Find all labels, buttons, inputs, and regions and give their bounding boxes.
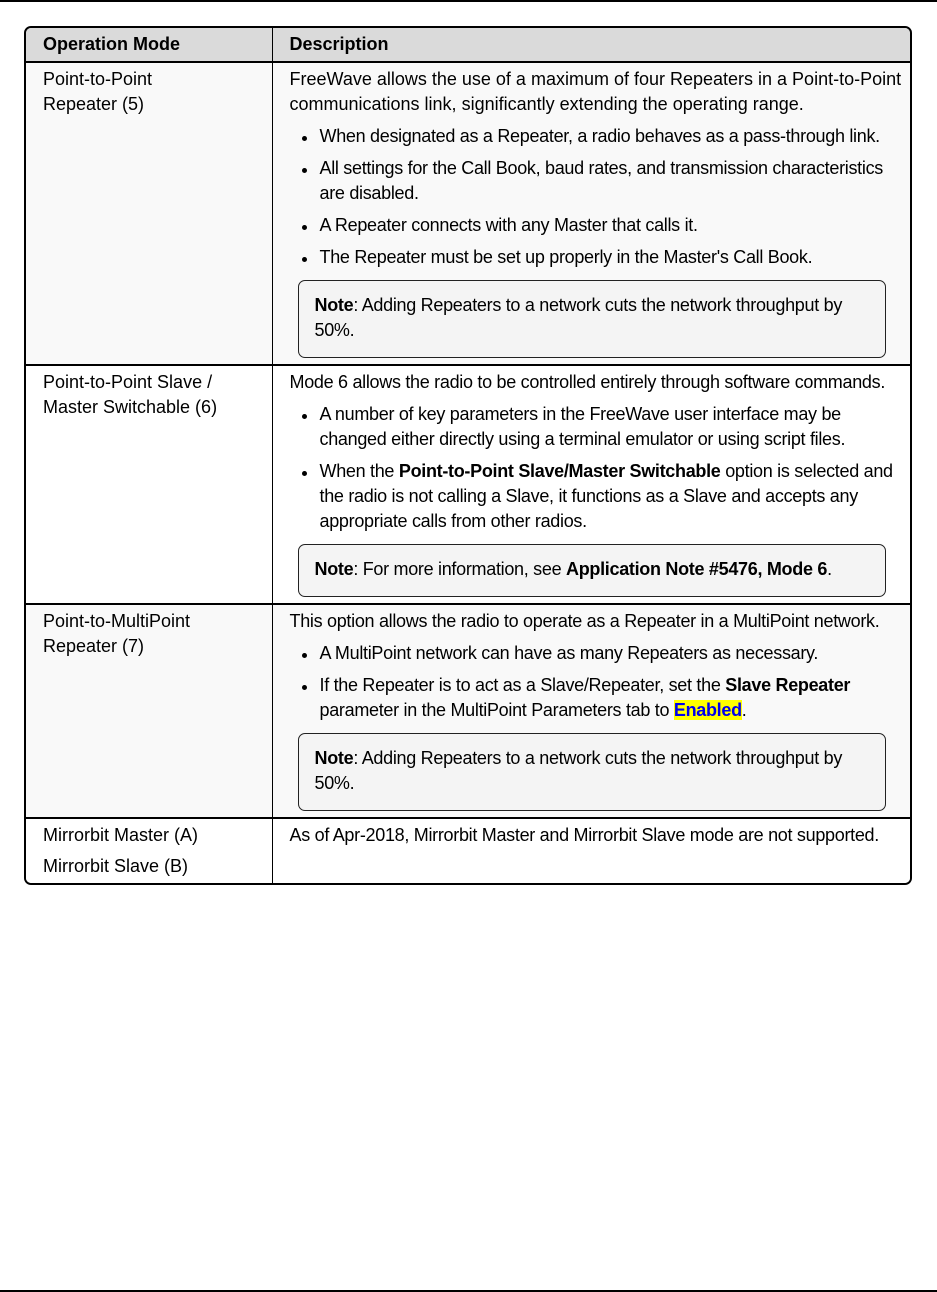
table-header-row (26, 28, 910, 62)
list-item: When the Point-to-Point Slave/Master Switchable option is selected and the radio is not calling a Slave, it functions as a Slave and accepts any appropriate calls from other radios. (290, 459, 903, 534)
mode-name: Mirrorbit Slave (B) (43, 856, 189, 876)
description-cell (272, 818, 910, 883)
table-row (26, 62, 910, 365)
list-item: When designated as a Repeater, a radio behaves as a pass-through link. (290, 124, 903, 149)
application-note-reference: Application Note #5476, Mode 6 (566, 559, 828, 579)
description-cell (272, 365, 910, 604)
list-item: All settings for the Call Book, baud rates, and transmission characteristics are disabled. (290, 156, 903, 206)
enabled-value-highlight: Enabled (673, 700, 742, 720)
table-row (26, 818, 910, 883)
note-label: Note (314, 295, 354, 315)
description-intro: Mode 6 allows the radio to be controlled entirely through software commands. (289, 372, 886, 392)
mode-cell (26, 365, 272, 604)
list-item: If the Repeater is to act as a Slave/Repeater, set the Slave Repeater parameter in the MultiPoint Parameters tab to Enabled. (290, 673, 903, 723)
table-row (26, 604, 910, 818)
description-intro: FreeWave allows the use of a maximum of four Repeaters in a Point-to-Point communications link, significantly extending the operating range. (289, 69, 902, 114)
list-item: A MultiPoint network can have as many Repeaters as necessary. (290, 641, 903, 666)
operation-mode-table (24, 26, 912, 885)
list-item: A Repeater connects with any Master that calls it. (290, 213, 903, 238)
mode-name: Point-to-MultiPoint Repeater (7) (43, 611, 191, 656)
mode-name: Point-to-Point Slave / Master Switchable (6) (43, 372, 218, 417)
description-intro: This option allows the radio to operate as a Repeater in a MultiPoint network. (289, 611, 880, 631)
list-item: The Repeater must be set up properly in the Master's Call Book. (290, 245, 903, 270)
mode-cell (26, 818, 272, 883)
note-text: : Adding Repeaters to a network cuts the network throughput by 50%. (314, 748, 843, 793)
mode-name: Mirrorbit Master (A) (43, 825, 199, 845)
description-intro: As of Apr-2018, Mirrorbit Master and Mirrorbit Slave mode are not supported. (289, 825, 879, 845)
bullet-list (290, 402, 903, 534)
note-box: Note: For more information, see Application Note #5476, Mode 6. (298, 544, 887, 597)
list-item: A number of key parameters in the FreeWave user interface may be changed either directly using a terminal emulator or using script files. (290, 402, 903, 452)
description-cell (272, 62, 910, 365)
mode-cell (26, 62, 272, 365)
option-name: Point-to-Point Slave/Master Switchable (398, 461, 721, 481)
note-text: : Adding Repeaters to a network cuts the network throughput by 50%. (314, 295, 843, 340)
top-rule (0, 0, 937, 2)
header-description: Description (272, 28, 910, 62)
mode-name: Point-to-Point Repeater (5) (43, 69, 153, 114)
note-label: Note (314, 559, 354, 579)
header-operation-mode: Operation Mode (26, 28, 272, 62)
bullet-list (290, 124, 903, 270)
parameter-name: Slave Repeater (725, 675, 851, 695)
note-box (298, 280, 887, 358)
description-cell (272, 604, 910, 818)
note-label: Note (314, 748, 354, 768)
table-row (26, 365, 910, 604)
note-box (298, 733, 887, 811)
bullet-list (290, 641, 903, 723)
mode-cell (26, 604, 272, 818)
